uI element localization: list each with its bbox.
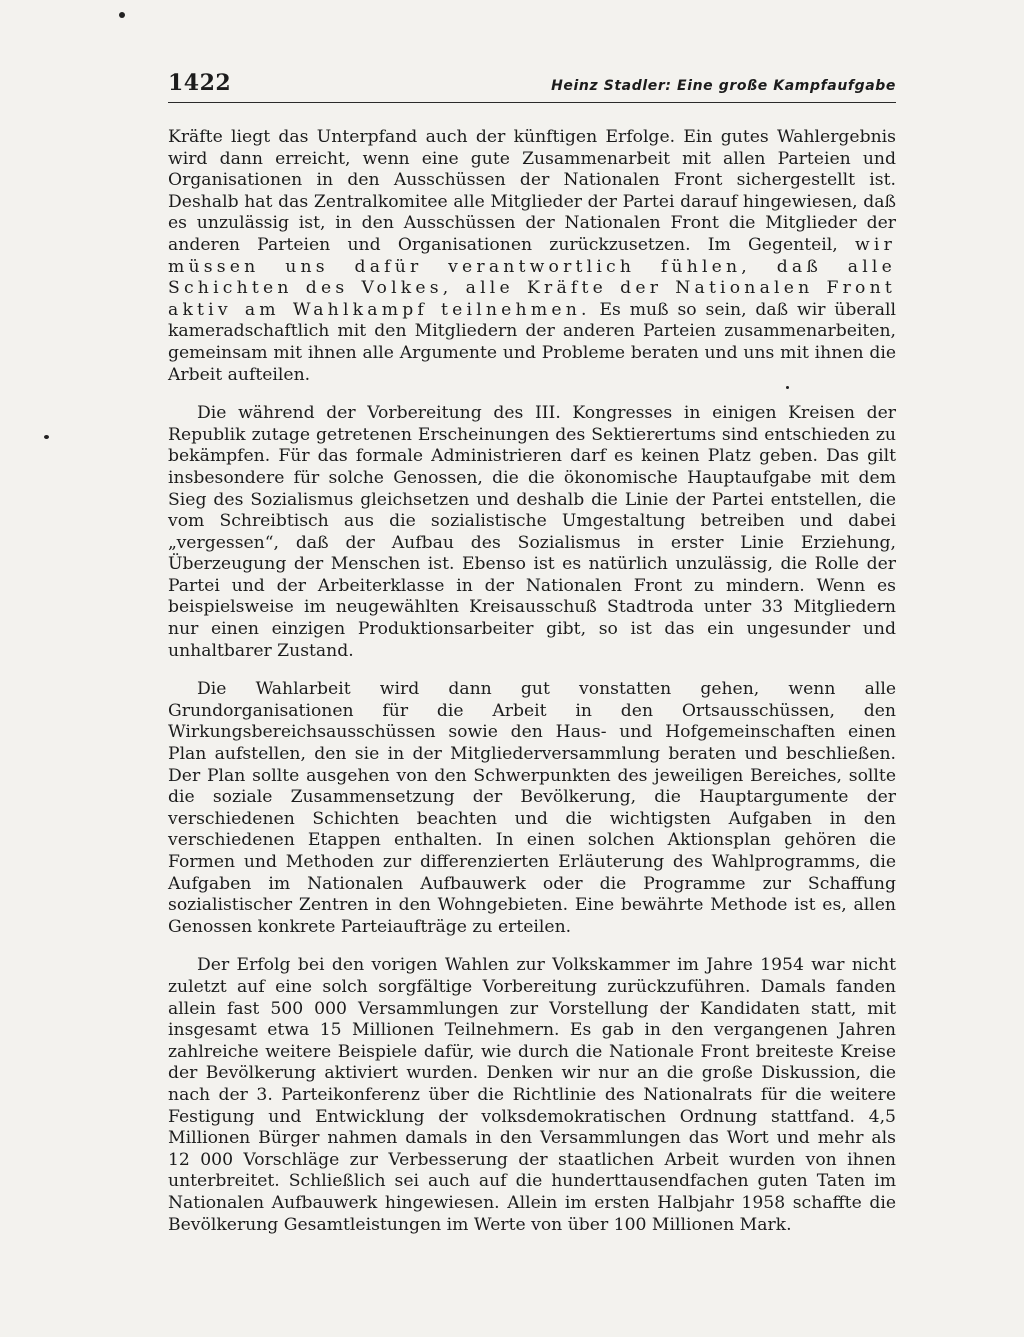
- paragraph-2: Die während der Vorbereitung des III. Kongresses in einigen Kreisen der Republik zutage getretenen Erscheinungen des Sektierertums sind entschieden zu bekämpfen. Für das formale Administrieren darf es keinen Platz geben. Das gilt insbesondere für solche Genossen, die die ökonomische Hauptaufgabe mit dem Sieg des Sozialismus gleichsetzen und deshalb die Linie der Partei entstellen, die vom Schreibtisch aus die sozialistische Umgestaltung betreiben und dabei „vergessen“, daß der Aufbau des Sozialismus in erster Linie Erziehung, Überzeugung der Menschen ist. Ebenso ist es natürlich unzulässig, die Rolle der Partei und der Arbeiterklasse in der Nationalen Front zu mindern. Wenn es beispielsweise im neugewählten Kreisausschuß Stadtroda unter 33 Mitgliedern nur einen einzigen Produktionsarbeiter gibt, so ist das ein ungesunder und unhaltbarer Zustand.: [168, 403, 896, 661]
- paragraph-1: [168, 127, 896, 386]
- document-page: [168, 70, 896, 1236]
- running-header: [168, 70, 896, 103]
- paragraph-1-spaced-emphasis: wir müssen uns dafür verantwortlich fühlen, daß alle Schichten des Volkes, alle Kräfte der Nationalen Front aktiv am Wahlkampf teilnehmen.: [168, 234, 896, 320]
- paragraph-4: Der Erfolg bei den vorigen Wahlen zur Volkskammer im Jahre 1954 war nicht zuletzt auf eine solch sorgfältige Vorbereitung zurückzuführen. Damals fanden allein fast 500 000 Versammlungen zur Vorstellung der Kandidaten statt, mit insgesamt etwa 15 Millionen Teilnehmern. Es gab in den vergangenen Jahren zahlreiche weitere Beispiele dafür, wie durch die Nationale Front breiteste Kreise der Bevölkerung aktiviert wurden. Denken wir nur an die große Diskussion, die nach der 3. Parteikonferenz über die Richtlinie des Nationalrats für die weitere Festigung und Entwicklung der volksdemokratischen Ordnung stattfand. 4,5 Millionen Bürger nahmen damals in den Versammlungen das Wort und mehr als 12 000 Vorschläge zur Verbesserung der staatlichen Arbeit wurden von ihnen unterbreitet. Schließlich sei auch auf die hunderttausendfachen guten Taten im Nationalen Aufbauwerk hingewiesen. Allein im ersten Halbjahr 1958 schaffte die Bevölkerung Gesamtleistungen im Werte von über 100 Millionen Mark.: [168, 955, 896, 1235]
- paragraph-1-text: Kräfte liegt das Unterpfand auch der künftigen Erfolge. Ein gutes Wahlergebnis wird dann erreicht, wenn eine gute Zusammenarbeit mit allen Parteien und Organisationen in den Ausschüssen der Nationalen Front sichergestellt ist. Deshalb hat das Zentralkomitee alle Mitglieder der Partei darauf hingewiesen, daß es unzulässig ist, in den Ausschüssen der Nationalen Front die Mitglieder der anderen Parteien und Organisationen zurückzusetzen. Im Gegenteil,: [168, 127, 896, 255]
- page-number: 1422: [168, 70, 232, 96]
- scan-speck: [44, 435, 49, 439]
- running-title: Heinz Stadler: Eine große Kampfaufgabe: [551, 78, 896, 94]
- paragraph-1-text-end: Es muß so sein, daß wir überall kameradschaftlich mit den Mitgliedern der anderen Parteien zusammenarbeiten, gemeinsam mit ihnen alle Argumente und Probleme beraten und uns mit ihnen die Arbeit aufteilen.: [168, 299, 896, 385]
- paragraph-3: Die Wahlarbeit wird dann gut vonstatten gehen, wenn alle Grundorganisationen für die Arbeit in den Ortsausschüssen, den Wirkungsbereichsausschüssen sowie den Haus- und Hofgemeinschaften einen Plan aufstellen, den sie in der Mitgliederversammlung beraten und beschließen. Der Plan sollte ausgehen von den Schwerpunkten des jeweiligen Bereiches, sollte die soziale Zusammensetzung der Bevölkerung, die Hauptargumente der verschiedenen Schichten beachten und die wichtigsten Aufgaben in den verschiedenen Etappen enthalten. In einen solchen Aktionsplan gehören die Formen und Methoden zur differenzierten Erläuterung des Wahlprogramms, die Aufgaben im Nationalen Aufbauwerk oder die Programme zur Schaffung sozialistischer Zentren in den Wohngebieten. Eine bewährte Methode ist es, allen Genossen konkrete Parteiaufträge zu erteilen.: [168, 679, 896, 937]
- scan-speck: [119, 12, 125, 18]
